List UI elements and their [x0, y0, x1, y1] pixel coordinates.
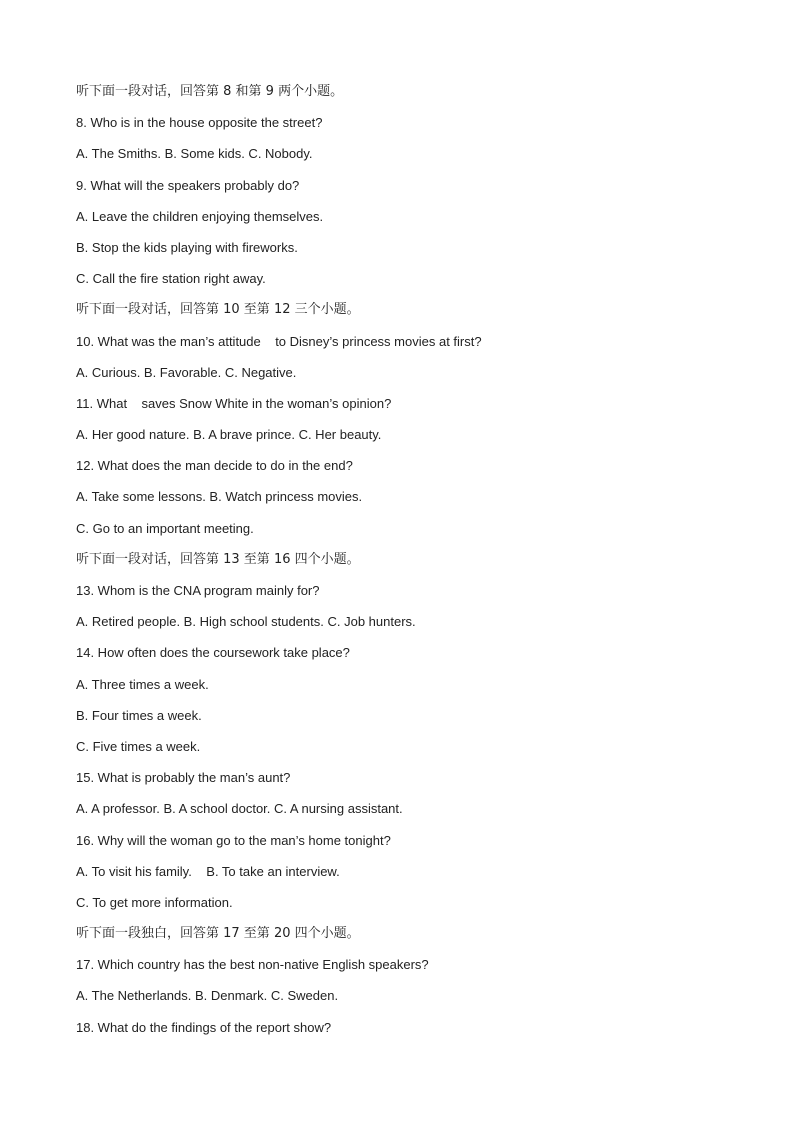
question-12: 12. What does the man decide to do in the end?: [76, 458, 353, 474]
options-8: A. The Smiths. B. Some kids. C. Nobody.: [76, 146, 313, 162]
question-11: 11. What saves Snow White in the woman’s opinion?: [76, 395, 392, 411]
question-15: 15. What is probably the man’s aunt?: [76, 770, 291, 786]
question-8: 8. Who is in the house opposite the street?: [76, 115, 323, 131]
question-9: 9. What will the speakers probably do?: [76, 177, 300, 193]
options-13: A. Retired people. B. High school students. C. Job hunters.: [76, 614, 416, 630]
question-18: 18. What do the findings of the report show?: [76, 1019, 332, 1035]
section-heading-10-12: 听下面一段对话，回答第 10 至第 12 三个小题。: [76, 302, 360, 318]
question-14: 14. How often does the coursework take place?: [76, 645, 350, 661]
question-16: 16. Why will the woman go to the man’s home tonight?: [76, 832, 391, 848]
option-12-c: C. Go to an important meeting.: [76, 520, 254, 536]
option-14-b: B. Four times a week.: [76, 707, 202, 723]
options-12-ab: A. Take some lessons. B. Watch princess movies.: [76, 489, 363, 505]
section-heading-13-16: 听下面一段对话，回答第 13 至第 16 四个小题。: [76, 551, 360, 567]
options-17: A. The Netherlands. B. Denmark. C. Sweden.: [76, 988, 339, 1004]
options-15: A. A professor. B. A school doctor. C. A nursing assistant.: [76, 801, 403, 817]
options-11: A. Her good nature. B. A brave prince. C. Her beauty.: [76, 427, 382, 443]
options-16-ab: A. To visit his family. B. To take an interview.: [76, 863, 340, 879]
question-17: 17. Which country has the best non-native English speakers?: [76, 957, 429, 973]
section-heading-8-9: 听下面一段对话，回答第 8 和第 9 两个小题。: [76, 84, 344, 99]
option-14-c: C. Five times a week.: [76, 738, 201, 754]
options-10: A. Curious. B. Favorable. C. Negative.: [76, 364, 297, 380]
option-9-c: C. Call the fire station right away.: [76, 271, 266, 287]
document-page: [76, 80, 756, 1047]
option-9-b: B. Stop the kids playing with fireworks.: [76, 239, 298, 255]
section-heading-17-20: 听下面一段独白，回答第 17 至第 20 四个小题。: [76, 926, 360, 942]
question-10: 10. What was the man’s attitude to Disney’s princess movies at first?: [76, 333, 482, 349]
option-16-c: C. To get more information.: [76, 894, 233, 910]
option-14-a: A. Three times a week.: [76, 676, 209, 692]
option-9-a: A. Leave the children enjoying themselves.: [76, 208, 324, 224]
question-13: 13. Whom is the CNA program mainly for?: [76, 583, 320, 598]
